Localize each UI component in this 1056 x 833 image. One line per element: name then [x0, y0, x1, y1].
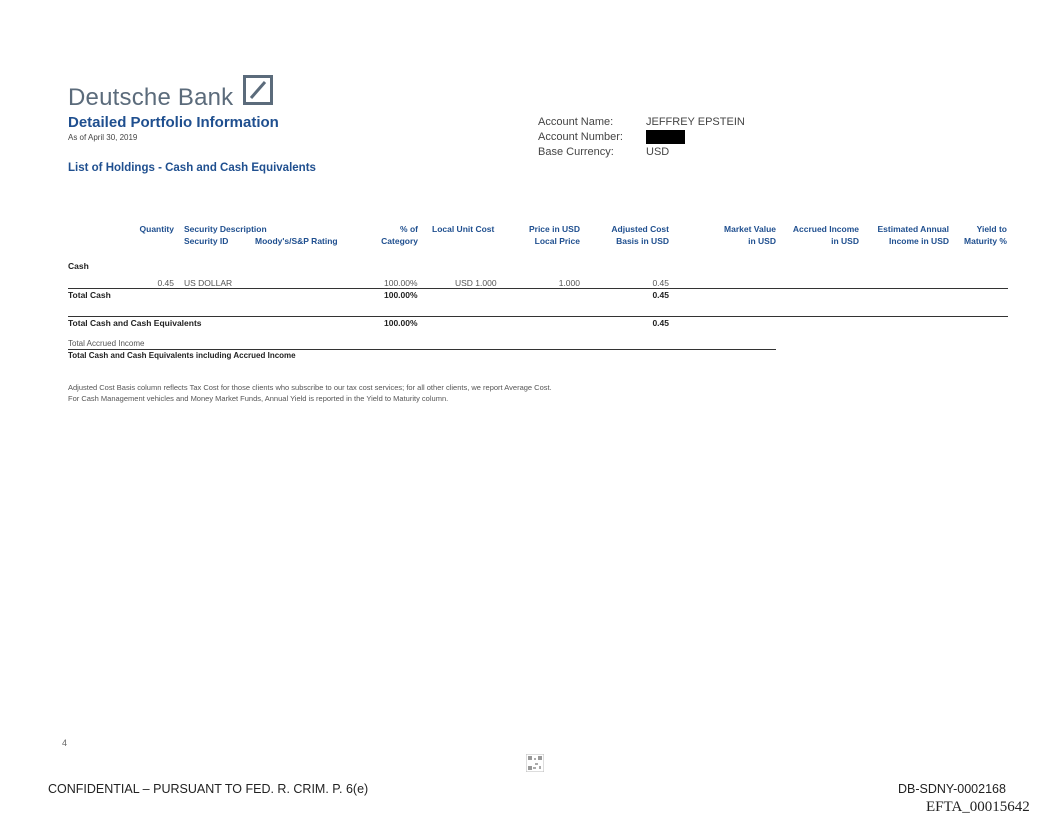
- total-cash-pct: 100.00%: [384, 290, 418, 300]
- as-of-date: As of April 30, 2019: [68, 133, 138, 142]
- total-cash-rule: [68, 288, 1008, 289]
- total-cce-pct: 100.00%: [384, 318, 418, 328]
- col-market-value-2: in USD: [748, 236, 776, 246]
- bank-logo-text: Deutsche Bank: [68, 84, 234, 111]
- col-ytm-1: Yield to: [976, 224, 1007, 234]
- total-accrued-income-label: Total Accrued Income: [68, 339, 145, 348]
- col-price-usd-2: Local Price: [534, 236, 580, 246]
- bank-logo-icon: [243, 75, 273, 105]
- col-accrued-income-1: Accrued Income: [792, 224, 859, 234]
- section-title: List of Holdings - Cash and Cash Equivalents: [68, 162, 316, 174]
- note-annual-yield: For Cash Management vehicles and Money Market Funds, Annual Yield is reported in the Yield to Maturity column.: [68, 394, 449, 403]
- base-currency-value: USD: [646, 146, 670, 158]
- col-adj-cost-2: Basis in USD: [616, 236, 669, 246]
- accrued-rule: [68, 349, 776, 350]
- group-label-cash: Cash: [68, 261, 89, 271]
- total-cce-label: Total Cash and Cash Equivalents: [68, 318, 202, 328]
- total-cce-adj-cost: 0.45: [652, 318, 669, 328]
- col-adj-cost-1: Adjusted Cost: [611, 224, 669, 234]
- row-adj-cost: 0.45: [652, 278, 669, 288]
- base-currency-label: Base Currency:: [538, 146, 614, 158]
- total-cce-rule: [68, 316, 1008, 317]
- row-quantity: 0.45: [157, 278, 174, 288]
- total-cash-adj-cost: 0.45: [652, 290, 669, 300]
- account-name-label: Account Name:: [538, 116, 614, 128]
- col-est-annual-income-2: Income in USD: [889, 236, 949, 246]
- col-pct-category-2: Category: [381, 236, 418, 246]
- col-rating: Moody's/S&P Rating: [255, 236, 338, 246]
- col-local-unit-cost: Local Unit Cost: [432, 224, 495, 234]
- account-name-value: JEFFREY EPSTEIN: [646, 116, 745, 128]
- confidential-notice: CONFIDENTIAL – PURSUANT TO FED. R. CRIM. P. 6(e): [48, 782, 369, 796]
- col-est-annual-income-1: Estimated Annual: [877, 224, 949, 234]
- note-adjusted-cost: Adjusted Cost Basis column reflects Tax Cost for those clients who subscribe to our tax cost services; for all other clients, we report Average Cost.: [68, 383, 552, 392]
- row-price: 1.000: [558, 278, 580, 288]
- col-security-description: Security Description: [184, 224, 267, 234]
- col-ytm-2: Maturity %: [964, 236, 1007, 246]
- row-description: US DOLLAR: [184, 278, 233, 288]
- document-title: Detailed Portfolio Information: [68, 114, 279, 131]
- row-pct: 100.00%: [384, 278, 418, 288]
- col-pct-category-1: % of: [400, 224, 418, 234]
- col-accrued-income-2: in USD: [831, 236, 859, 246]
- col-price-usd-1: Price in USD: [528, 224, 580, 234]
- total-cash-label: Total Cash: [68, 290, 111, 300]
- bates-number: DB-SDNY-0002168: [898, 782, 1006, 796]
- qr-code-icon: [526, 754, 544, 772]
- col-market-value-1: Market Value: [724, 224, 776, 234]
- efta-number: EFTA_00015642: [926, 799, 1030, 815]
- account-number-label: Account Number:: [538, 131, 623, 143]
- total-incl-accrued-label: Total Cash and Cash Equivalents including Accrued Income: [68, 351, 296, 360]
- page-number: 4: [62, 738, 68, 748]
- redaction-block: [646, 130, 685, 144]
- row-local-unit-cost: USD 1.000: [455, 278, 497, 288]
- col-security-id: Security ID: [184, 236, 229, 246]
- col-quantity: Quantity: [139, 224, 174, 234]
